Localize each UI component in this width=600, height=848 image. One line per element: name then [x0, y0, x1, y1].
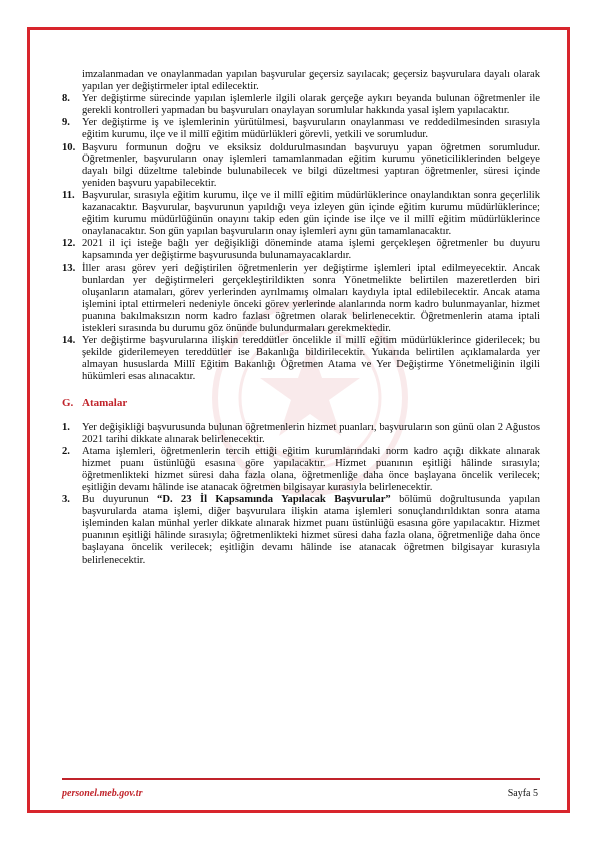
referenced-section: “D. 23 İl Kapsamında Yapılacak Başvurular”: [157, 494, 391, 506]
rules-list: [62, 93, 540, 383]
list-item: 14. Yer değiştirme başvurularına ilişkin tereddütler öncelikle il millî eğitim müdürlüklerince giderilecek; bu şekilde giderilemeyen tereddütler ise Bakanlığa bildirilecektir. Yukarıda belirtilen açıklamalarda yer almayan hususlarda Millî Eğitim Bakanlığı Öğretmen Atama ve Yer Değiştirme Yönetmeliğinin ilgili hükümleri esas alınacaktır.: [62, 335, 540, 383]
continued-paragraph: imzalanmadan ve onaylanmadan yapılan başvurular geçersiz sayılacak; geçersiz başvurulara dayalı olarak yapılan yer değiştirmeler iptal edilecektir.: [82, 69, 540, 93]
list-item: 8. Yer değiştirme sürecinde yapılan işlemlerle ilgili olarak gerçeğe aykırı beyanda bulunan öğretmenler ile gerekli kontrolleri yapmadan bu başvuruları onaylayan sorumlular hakkında yasal işlem yapılacaktır.: [62, 93, 540, 117]
footer-divider: [62, 778, 540, 780]
list-item: 13. İller arası görev yeri değiştirilen öğretmenlerin yer değiştirme işlemleri iptal edilmeyecektir. Ancak bunlardan yer değiştirmeleri gerçekleştirildikten sonra Yönetmelikte belirtilen mazeretlerden biri oluşanların atamaları, görev yerlerinden ayrılmamış olmaları kaydıyla iptal edilebilecektir. Ancak atama işlemini iptal ettirmeleri nedeniyle önceki görev yerlerinde alanlarında norm kadro bulunmayanlar, hizmet puanına bakılmaksızın norm kadro fazlası öğretmen olarak belirlenecektir. Öğretmenlerin atama iptali istekleri sırasında bu durumu göz önünde bulundurmaları gerekmektedir.: [62, 262, 540, 334]
section-letter: G.: [62, 397, 74, 410]
list-item: 11. Başvurular, sırasıyla eğitim kurumu, ilçe ve il millî eğitim müdürlüklerince onaylandıktan sonra geçerlilik kazanacaktır. Başvurular, başvurunun yapıldığı veya izleyen gün içinde eğitim kurumu müdürlüklerince; eğitim kurumu müdürlüğünün onayını takip eden gün içinde ise ilçe ve il millî eğitim müdürlüklerince onaylanacaktır. Son gün yapılan başvuruların onay işlemleri aynı gün tamamlanacaktır.: [62, 189, 540, 238]
list-item: 3. Bu duyurunun “D. 23 İl Kapsamında Yapılacak Başvurular” bölümü doğrultusunda yapılan başvurularda atama işlemi, diğer başvurulara ilişkin atama işlemleri sonuçlandırıldıktan sonra atama işleminden kalan münhal yerler dikkate alınarak hizmet puanı üstünlüğü esasına göre yapılacaktır. Hizmet puanının eşitliği hâlinde sırasıyla; öğretmenlikteki hizmet süresi daha fazla olana, öğretmenliğe daha önce başlayana öncelik verilecek; eşitliğin devamı hâlinde ise atanacak öğretmen bilgisayar kurasıyla belirlenecektir.: [62, 494, 540, 566]
appointments-list: [62, 422, 540, 567]
list-item: 12. 2021 il içi isteğe bağlı yer değişikliği döneminde atama işlemi gerçekleşen öğretmenler bu duyuru kapsamında yer değiştirme başvurusunda bulunamayacaklardır.: [62, 238, 540, 262]
footer-website-link[interactable]: personel.meb.gov.tr: [62, 788, 143, 799]
document-body: [62, 69, 540, 567]
list-item: 9. Yer değiştirme iş ve işlemlerinin yürütülmesi, başvuruların onaylanması ve reddedilmesinden sırasıyla eğitim kurumu, ilçe ve il millî eğitim müdürlükleri görevli, yetkili ve sorumludur.: [62, 117, 540, 141]
page-number: Sayfa 5: [507, 788, 538, 799]
list-item: 1. Yer değişikliği başvurusunda bulunan öğretmenlerin hizmet puanları, başvuruların son günü olan 2 Ağustos 2021 tarihi dikkate alınarak belirlenecektir.: [62, 421, 540, 445]
list-item: 10. Başvuru formunun doğru ve eksiksiz doldurulmasından başvuruyu yapan öğretmen sorumludur. Öğretmenler, başvuruların onay işlemleri tamamlanmadan eğitim kurumu yöneticiliklerinden belgeye dayalı bilgi düzeltme talebinde bulunabilecek ve bilgi düzeltmesi yaptıran öğretmenler, süresi içinde yeniden başvuru yapabilecektir.: [62, 141, 540, 189]
section-heading: [62, 397, 540, 409]
section-title: Atamalar: [82, 397, 128, 410]
list-item: 2. Atama işlemleri, öğretmenlerin tercih ettiği eğitim kurumlarındaki norm kadro açığı dikkate alınarak hizmet puanı üstünlüğü esasına göre yapılacaktır. Hizmet puanının eşitliği hâlinde sırasıyla; öğretmenlikteki hizmet süresi daha fazla olana, öğretmenliğe daha önce başlayana öncelik verilecek; eşitliğin devamı hâlinde ise atanacak öğretmen bilgisayar kurasıyla belirlenecektir.: [62, 445, 540, 493]
